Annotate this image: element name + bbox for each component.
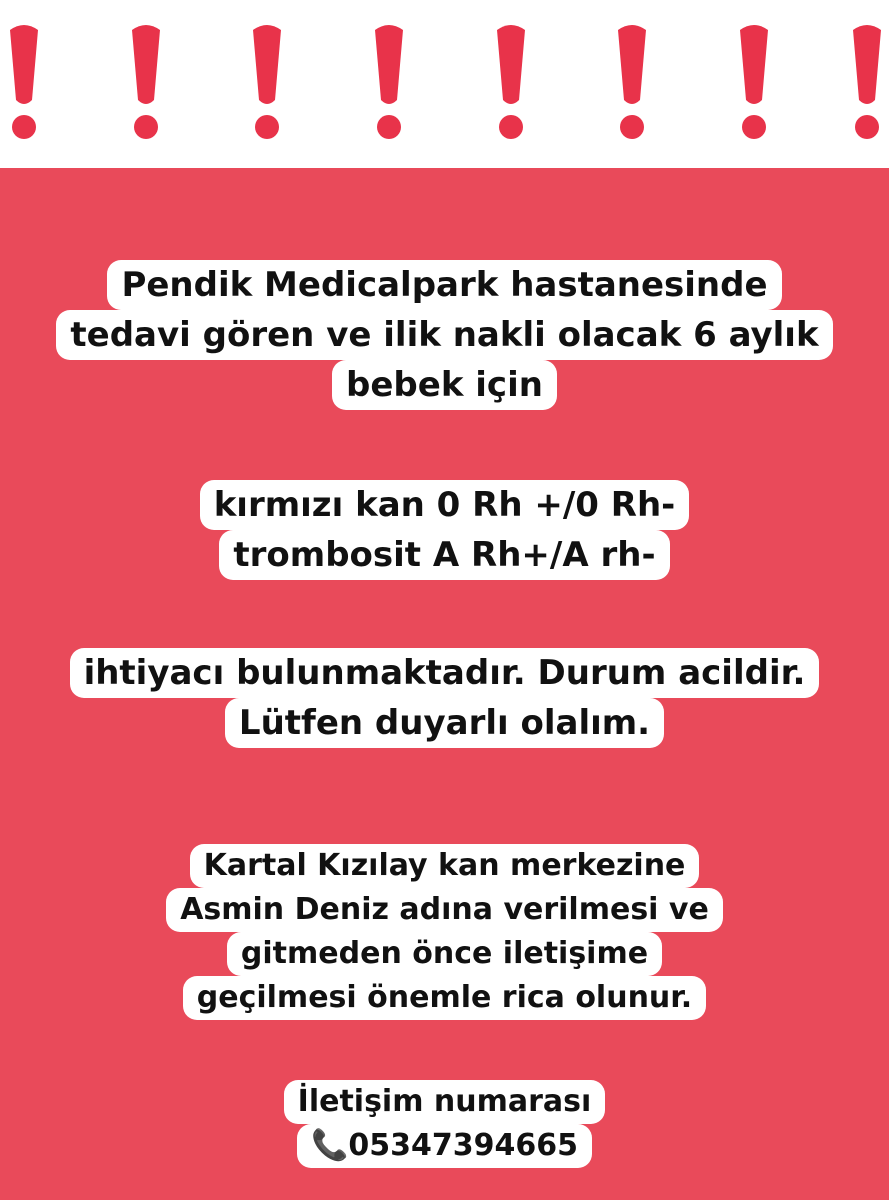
- blood-type-line: kırmızı kan 0 Rh +/0 Rh-: [200, 480, 690, 530]
- instruction-line: geçilmesi önemle rica olunur.: [183, 976, 706, 1020]
- urgency-block: [0, 648, 889, 748]
- exclamation-mark-icon: [370, 20, 408, 140]
- phone-number[interactable]: 05347394665: [348, 1128, 578, 1163]
- instruction-line: Kartal Kızılay kan merkezine: [190, 844, 700, 888]
- exclamation-mark-icon: [248, 20, 286, 140]
- contact-block: [0, 1080, 889, 1168]
- urgency-line: ihtiyacı bulunmaktadır. Durum acildir.: [70, 648, 820, 698]
- instructions-block: [0, 844, 889, 1020]
- exclamation-mark-icon: [613, 20, 651, 140]
- exclamation-mark-icon: [5, 20, 43, 140]
- contact-phone-row[interactable]: [297, 1124, 592, 1168]
- instruction-line: Asmin Deniz adına verilmesi ve: [166, 888, 723, 932]
- exclamation-mark-icon: [492, 20, 530, 140]
- instruction-line: gitmeden önce iletişime: [227, 932, 662, 976]
- exclamation-mark-icon: [735, 20, 773, 140]
- intro-line: tedavi gören ve ilik nakli olacak 6 aylık: [56, 310, 832, 360]
- intro-text-block: [0, 260, 889, 410]
- exclamation-mark-icon: [848, 20, 886, 140]
- contact-label: İletişim numarası: [284, 1080, 606, 1124]
- blood-donation-poster: [0, 168, 889, 1200]
- urgency-line: Lütfen duyarlı olalım.: [225, 698, 664, 748]
- blood-types-block: [0, 480, 889, 580]
- intro-line: Pendik Medicalpark hastanesinde: [107, 260, 781, 310]
- exclamation-banner: [0, 0, 889, 168]
- telephone-receiver-icon: 📞: [311, 1128, 349, 1163]
- exclamation-mark-icon: [127, 20, 165, 140]
- blood-type-line: trombosit A Rh+/A rh-: [219, 530, 669, 580]
- intro-line: bebek için: [332, 360, 557, 410]
